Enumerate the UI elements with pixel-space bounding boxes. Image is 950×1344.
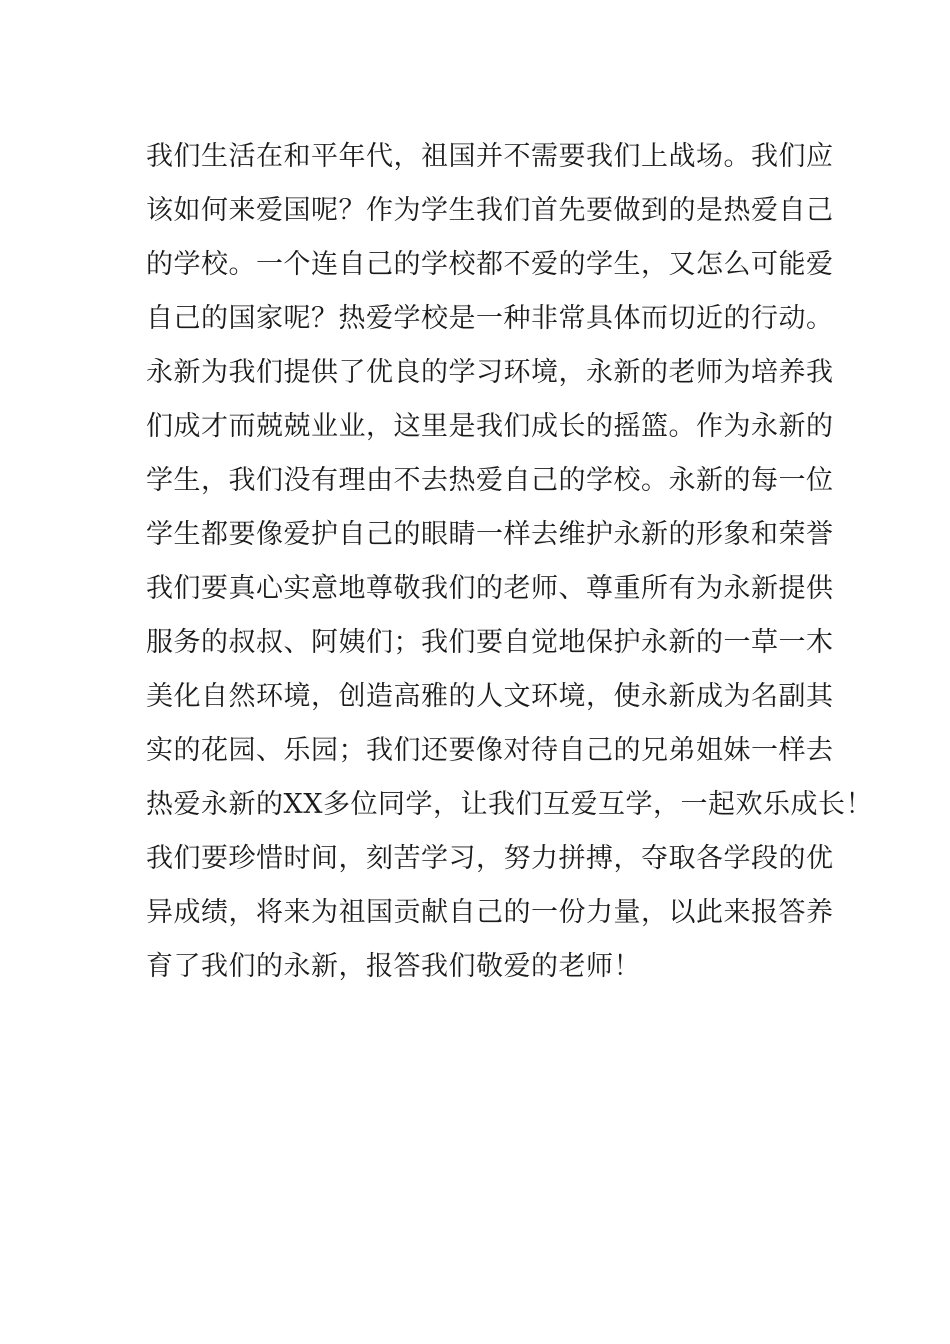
text-line: 实的花园、乐园；我们还要像对待自己的兄弟姐妹一样去 [146,735,834,766]
text-line: 我们生活在和平年代，祖国并不需要我们上战场。我们应 [146,141,834,172]
text-line: 学生都要像爱护自己的眼睛一样去维护永新的形象和荣誉 [146,519,834,550]
text-line: 美化自然环境，创造高雅的人文环境，使永新成为名副其 [146,681,834,712]
text-line: 我们要珍惜时间，刻苦学习，努力拼搏，夺取各学段的优 [146,843,834,874]
text-line: 们成才而兢兢业业，这里是我们成长的摇篮。作为永新的 [146,411,834,442]
text-line: 该如何来爱国呢？作为学生我们首先要做到的是热爱自己 [146,195,834,226]
text-line: 服务的叔叔、阿姨们；我们要自觉地保护永新的一草一木 [146,627,834,658]
text-line: 自己的国家呢？热爱学校是一种非常具体而切近的行动。 [146,303,834,334]
body-text [146,130,873,994]
text-line: 我们要真心实意地尊敬我们的老师、尊重所有为永新提供 [146,573,834,604]
text-line: 永新为我们提供了优良的学习环境，永新的老师为培养我 [146,357,834,388]
text-line: 学生，我们没有理由不去热爱自己的学校。永新的每一位 [146,465,834,496]
text-line: 的学校。一个连自己的学校都不爱的学生，又怎么可能爱 [146,249,834,280]
text-line: 热爱永新的XX多位同学，让我们互爱互学，一起欢乐成长！ [146,789,873,820]
text-line: 育了我们的永新，报答我们敬爱的老师！ [146,951,641,982]
text-line: 异成绩，将来为祖国贡献自己的一份力量，以此来报答养 [146,897,834,928]
